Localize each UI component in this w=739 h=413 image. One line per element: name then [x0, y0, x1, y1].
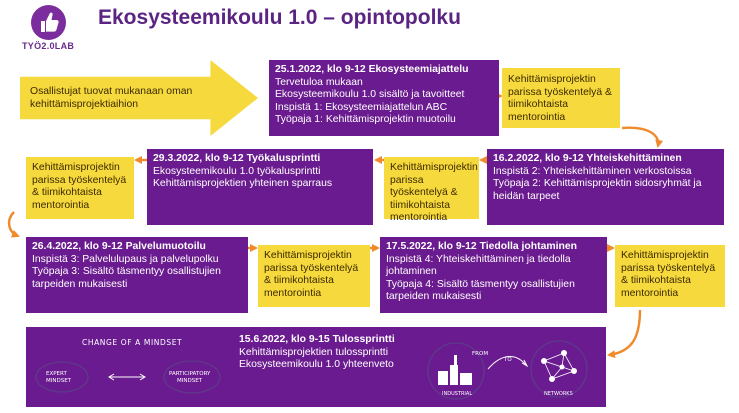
work-box-4: Kehittämisprojektin parissa työskentelyä & tiimikohtaista mentorointia	[258, 245, 370, 307]
sketch-participatory-label: MINDSET	[177, 378, 203, 384]
session-5-line: Inspistä 4: Yhteiskehittäminen ja tiedolla johtaminen	[386, 253, 571, 278]
session-6-header: 15.6.2022, klo 9-15 Tulossprintti	[239, 334, 395, 345]
session-6-text	[233, 330, 433, 376]
session-4-line: Inspistä 3: Palvelulupaus ja palvelupolku	[32, 253, 219, 265]
sketch-to-label: TO	[504, 357, 512, 363]
sketch-expert-label: MINDSET	[46, 378, 72, 384]
session-1-header: 25.1.2022, klo 9-12 Ekosysteemiajattelu	[275, 64, 469, 75]
session-5-box	[380, 237, 607, 313]
session-2-line: Inspistä 2: Yhteiskehittäminen verkostoissa	[493, 165, 692, 177]
sketch-from-label: FROM	[472, 351, 489, 357]
arrow-work5-to-final	[609, 310, 640, 355]
session-2-header: 16.2.2022, klo 9-12 Yhteiskehittäminen	[493, 153, 682, 164]
sketch-expert-label: EXPERT	[46, 371, 67, 377]
session-5-line: Työpaja 4: Sisältö täsmentyy osallistujien tarpeiden mukaisesti	[386, 278, 575, 303]
session-6-line: Ekosysteemikoulu 1.0 yhteenveto	[239, 359, 394, 371]
logo-badge	[31, 5, 66, 40]
session-1-line: Ekosysteemikoulu 1.0 sisältö ja tavoitteet	[275, 89, 465, 101]
work-box-3: Kehittämisprojektin parissa työskentelyä & tiimikohtaista mentorointia	[26, 157, 134, 219]
session-2-box	[487, 149, 724, 225]
session-6-line: Kehittämisprojektien tulossprintti	[239, 346, 389, 358]
arrow-work1-to-s2	[622, 128, 658, 146]
work-box-2: Kehittämisprojektin parissa työskentelyä & tiimikohtaista mentorointia	[384, 157, 479, 219]
session-5-header: 17.5.2022, klo 9-12 Tiedolla johtaminen	[386, 241, 577, 252]
work-box-1: Kehittämisprojektin parissa työskentelyä & tiimikohtaista mentorointia	[502, 68, 620, 128]
session-3-line: Ekosysteemikoulu 1.0 työkalusprintti	[153, 165, 321, 177]
session-4-box	[26, 237, 248, 313]
logo-text: TYÖ2.0LAB	[22, 41, 75, 51]
sketch-heading: CHANGE OF A MINDSET	[82, 338, 183, 347]
session-2-line: Työpaja 2: Kehittämisprojektin sidosryhmät ja heidän tarpeet	[493, 178, 702, 202]
sketch-participatory-label: PARTICIPATORY	[169, 371, 211, 377]
session-1-line: Inspistä 1: Ekosysteemiajattelun ABC	[275, 101, 448, 113]
work-box-5: Kehittämisprojektin parissa työskentelyä & tiimikohtaista mentorointia	[615, 245, 725, 307]
page-title: Ekosysteemikoulu 1.0 – opintopolku	[98, 6, 461, 29]
session-1-box	[269, 60, 499, 136]
session-3-box	[147, 149, 373, 225]
session-3-line: Kehittämisprojektien yhteinen sparraus	[153, 178, 333, 190]
session-1-line: Työpaja 1: Kehittämisprojektin muotoilu	[275, 114, 456, 126]
industrial-networks-sketch	[424, 333, 599, 403]
session-1-line: Tervetuloa mukaan	[275, 76, 363, 88]
session-4-line: Työpaja 3: Sisältö täsmentyy osallistujien tarpeiden mukaisesti	[32, 266, 221, 290]
sketch-industrial-label: INDUSTRIAL	[442, 391, 473, 397]
intro-text: Osallistujat tuovat mukanaan oman kehittämisprojektiaihion	[30, 86, 193, 110]
mindset-sketch	[32, 333, 222, 403]
final-session-box	[26, 327, 606, 407]
thumbs-up-icon	[31, 5, 66, 40]
arrow-work3-to-s4	[9, 212, 18, 236]
session-3-header: 29.3.2022, klo 9-12 Työkalusprintti	[153, 153, 321, 164]
sketch-networks-label: NETWORKS	[544, 391, 573, 397]
session-4-header: 26.4.2022, klo 9-12 Palvelumuotoilu	[32, 241, 206, 252]
